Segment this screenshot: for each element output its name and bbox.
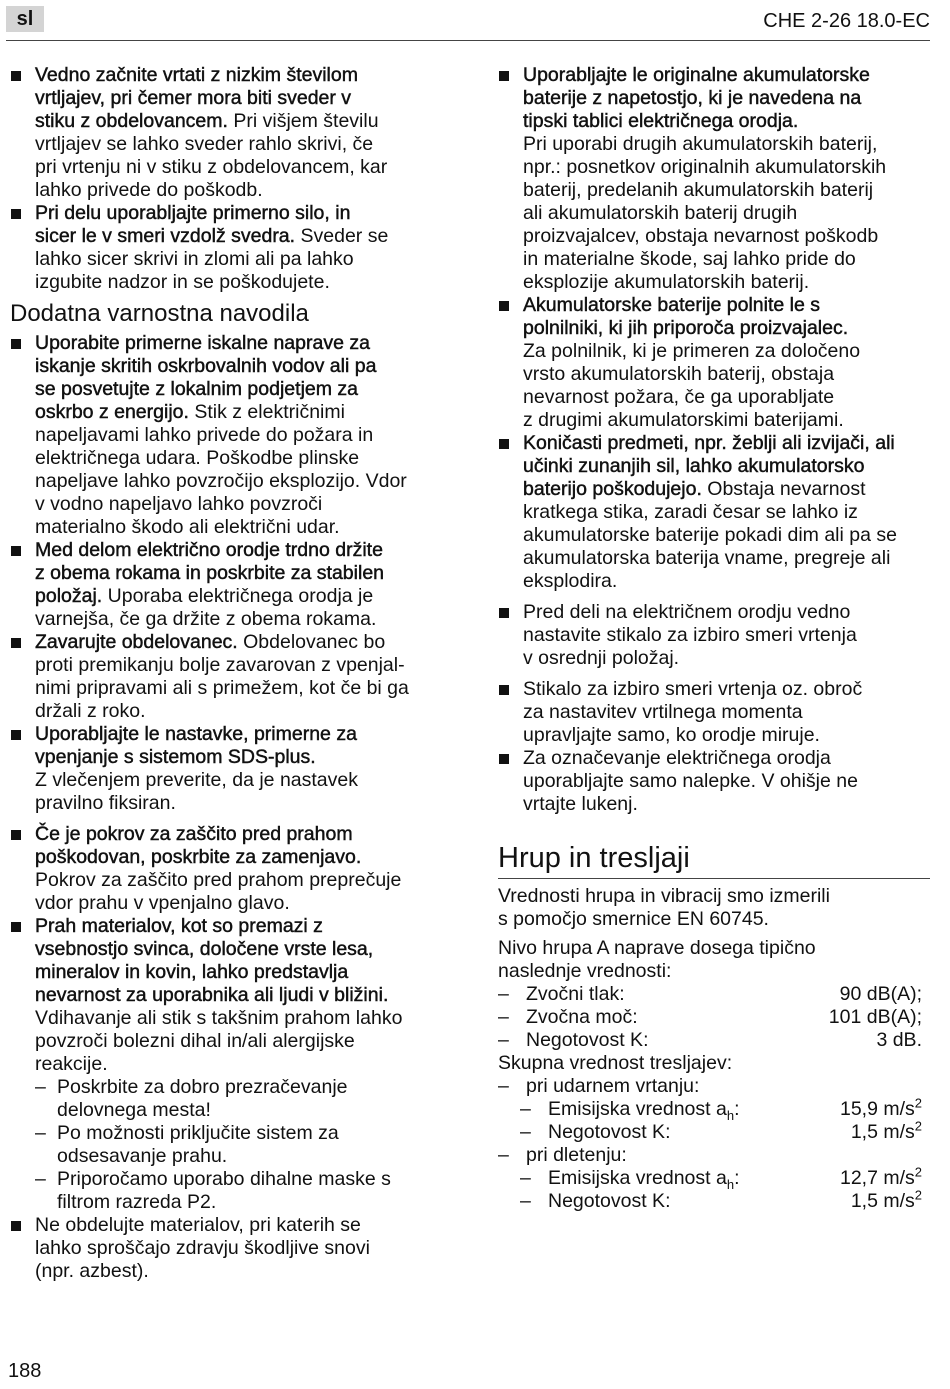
bullet-line (523, 317, 930, 340)
bullet-line: Pred deli na električnem orodju vedno (523, 601, 851, 623)
spec-value-sup: 2 (914, 1164, 922, 1180)
bullet-square-icon (11, 638, 21, 648)
bullet-bold-text: iskanje skritih oskrbovalnih vodov ali pa (35, 355, 377, 377)
bullet-bold-text: Uporabljajte le nastavke, primerne za (35, 723, 357, 745)
spec-value-text: 1,5 m/s (850, 1190, 915, 1212)
bullet-item (10, 539, 442, 631)
spec-value-text: 90 dB(A); (839, 983, 922, 1005)
bullet-line: uporabljajte samo nalepke. V ohišje ne (523, 770, 858, 792)
spec-label (548, 1167, 739, 1190)
spec-value (839, 1095, 922, 1121)
spec-label-sub: h (726, 1107, 735, 1123)
bullet-item (10, 64, 442, 202)
dash-mark: – (498, 1144, 509, 1166)
bullet-line: pri vrtenju ni v stiku z obdelovancem, kar (35, 156, 388, 178)
bullet-line: materialno škodo ali električni udar. (35, 516, 340, 538)
bullet-line: in materialne škode, saj lahko pride do (523, 248, 856, 270)
bullet-line (35, 539, 442, 562)
bullet-line (523, 294, 930, 317)
document-id: CHE 2-26 18.0-EC (763, 10, 930, 32)
bullet-tail-text: Uporaba električnega orodja je (102, 585, 374, 607)
spec-label-text: Zvočni tlak: (526, 983, 625, 1005)
paragraph-line: Nivo hrupa A naprave dosega tipično (498, 937, 816, 959)
bullet-bold-text: Uporabite primerne iskalne naprave za (35, 332, 370, 354)
spec-label-text: Negotovost K: (526, 1029, 649, 1051)
bullet-item (498, 432, 930, 593)
spec-label-sub: h (726, 1176, 735, 1192)
spec-label-tail: : (734, 1167, 740, 1189)
bullet-item (10, 202, 442, 294)
bullet-line: napeljave lahko povzročijo eksplozijo. Vdor (35, 470, 407, 492)
bullet-line: v osrednji položaj. (523, 647, 680, 669)
bullet-line: varnejša, če ga držite z obema rokama. (35, 608, 377, 630)
dash-item (35, 1168, 442, 1214)
paragraph: Skupna vrednost tresljajev: (498, 1052, 733, 1074)
bullet-line: vrsto akumulatorskih baterij, obstaja (523, 363, 835, 385)
bullet-line (35, 110, 442, 133)
bullet-line: Pokrov za zaščito pred prahom preprečuje (35, 869, 402, 891)
spec-row (498, 1075, 930, 1098)
spec-row (498, 1164, 930, 1192)
page-number: 188 (8, 1360, 42, 1382)
dash-mark: – (498, 983, 509, 1005)
spec-label-text: Zvočna moč: (526, 1006, 638, 1028)
bullet-square-icon (499, 754, 509, 764)
dash-line: odsesavanje prahu. (57, 1145, 228, 1167)
bullet-tail-text: Obstaja nevarnost (701, 478, 866, 500)
bullet-line (35, 355, 442, 378)
spec-value-text: 1,5 m/s (850, 1121, 915, 1143)
spec-value-text: 3 dB. (876, 1029, 922, 1051)
subheading: Dodatna varnostna navodila (10, 300, 309, 327)
spec-row (498, 983, 930, 1006)
dash-mark: – (35, 1168, 46, 1190)
bullet-line: eksplozije akumulatorskih baterij. (523, 271, 810, 293)
spec-row (498, 1144, 930, 1167)
bullet-line (523, 478, 930, 501)
spec-value-text: 101 dB(A); (828, 1006, 922, 1028)
bullet-line (35, 378, 442, 401)
bullet-bold-text: baterije z napetostjo, ki je navedena na (523, 87, 862, 109)
dash-line: Priporočamo uporabo dihalne maske s (57, 1168, 391, 1190)
bullet-item (498, 678, 930, 747)
spec-label: pri udarnem vrtanju: (526, 1075, 700, 1097)
bullet-bold-text: učinki zunanjih sil, lahko akumulatorsko (523, 455, 865, 477)
dash-mark: – (520, 1121, 531, 1143)
bullet-bold-text: Zavarujte obdelovanec. (35, 631, 238, 653)
bullet-line: nevarnost požara, če ga uporabljate (523, 386, 835, 408)
bullet-line: nimi pripravami ali s primežem, kot če bi ga (35, 677, 409, 699)
bullet-line (523, 64, 930, 87)
spec-label-text: Negotovost K: (548, 1121, 671, 1143)
left-column (10, 64, 442, 1283)
spec-row (498, 1118, 930, 1144)
bullet-line (35, 87, 442, 110)
bullet-line (35, 631, 442, 654)
bullet-line (35, 332, 442, 355)
bullet-item (498, 64, 930, 294)
spec-value-sup: 2 (914, 1095, 922, 1111)
bullet-line (523, 455, 930, 478)
bullet-item (498, 294, 930, 432)
bullet-line: npr.: posnetkov originalnih akumulatorskih (523, 156, 887, 178)
spec-label (526, 983, 625, 1006)
bullet-square-icon (11, 339, 21, 349)
spec-label (526, 1029, 648, 1052)
bullet-line (35, 562, 442, 585)
bullet-bold-text: Prah materialov, kot so premazi z (35, 915, 323, 937)
bullet-square-icon (499, 301, 509, 311)
bullet-line: za nastavitev vrtilnega momenta (523, 701, 803, 723)
bullet-line: električnega udara. Poškodbe plinske (35, 447, 360, 469)
bullet-line: Vdihavanje ali stik s takšnim prahom lahko (35, 1007, 403, 1029)
bullet-bold-text: oskrbo z energijo. (35, 401, 189, 423)
bullet-item (10, 1214, 442, 1283)
paragraph (498, 937, 930, 983)
dash-mark: – (520, 1167, 531, 1189)
bullet-line: proti premikanju bolje zavarovan z vpenjal- (35, 654, 405, 676)
right-column (498, 64, 930, 1213)
bullet-line (523, 110, 930, 133)
noise-vibration-section (498, 885, 930, 1213)
bullet-bold-text: vpenjanje s sistemom SDS-plus. (35, 746, 316, 768)
bullet-line (35, 401, 442, 424)
bullet-line: izgubite nadzor in se poškodujete. (35, 271, 330, 293)
bullet-line: lahko privede do poškodb. (35, 179, 263, 201)
bullet-line: vrtljajev se lahko sveder rahlo skrivi, če (35, 133, 374, 155)
bullet-bold-text: stiku z obdelovancem. (35, 110, 228, 132)
bullet-square-icon (499, 685, 509, 695)
spec-label-text: Emisijska vrednost a (548, 1167, 727, 1189)
bullet-line: Ne obdelujte materialov, pri katerih se (35, 1214, 361, 1236)
bullet-bold-text: poškodovan, poskrbite za zamenjavo. (35, 846, 362, 868)
spec-label: pri dletenju: (526, 1144, 627, 1166)
spec-value-sup: 2 (914, 1187, 922, 1203)
bullet-bold-text: mineralov in kovin, lahko predstavlja (35, 961, 349, 983)
bullet-line (35, 64, 442, 87)
spec-label (548, 1098, 739, 1121)
spec-value (829, 1006, 922, 1029)
bullet-line: eksplodira. (523, 570, 618, 592)
bullet-bold-text: Uporabljajte le originalne akumulatorske (523, 64, 870, 86)
bullet-bold-text: Pri delu uporabljajte primerno silo, in (35, 202, 351, 224)
dash-item (35, 1076, 442, 1122)
paragraph-line: Vrednosti hrupa in vibracij smo izmerili (498, 885, 830, 907)
bullet-line: (npr. azbest). (35, 1260, 149, 1282)
spec-label (548, 1121, 670, 1144)
bullet-square-icon (11, 1221, 21, 1231)
bullet-bold-text: sicer le v smeri vzdolž svedra. (35, 225, 296, 247)
bullet-line: baterij, predelanih akumulatorskih baterij (523, 179, 874, 201)
bullet-line: nastavite stikalo za izbiro smeri vrtenja (523, 624, 857, 646)
bullet-item (10, 823, 442, 915)
bullet-line (35, 723, 442, 746)
bullet-line: reakcije. (35, 1053, 108, 1075)
bullet-line (523, 87, 930, 110)
spec-row (498, 1029, 930, 1052)
bullet-square-icon (11, 71, 21, 81)
bullet-square-icon (11, 830, 21, 840)
spec-row (498, 1187, 930, 1213)
bullet-bold-text: z obema rokama in poskrbite za stabilen (35, 562, 385, 584)
bullet-line (35, 202, 442, 225)
paragraph-line: s pomočjo smernice EN 60745. (498, 908, 769, 930)
bullet-line: napeljavami lahko privede do požara in (35, 424, 374, 446)
bullet-square-icon (11, 546, 21, 556)
bullet-square-icon (11, 922, 21, 932)
bullet-line (35, 585, 442, 608)
bullet-item (10, 723, 442, 815)
bullet-line: lahko sicer skrivi in zlomi ali pa lahko (35, 248, 354, 270)
dash-mark: – (498, 1075, 509, 1097)
dash-line: Poskrbite za dobro prezračevanje (57, 1076, 348, 1098)
bullet-bold-text: polnilniki, ki jih priporoča proizvajalec. (523, 317, 849, 339)
bullet-line: lahko sproščajo zdravju škodljive snovi (35, 1237, 370, 1259)
spec-label (548, 1190, 670, 1213)
spec-value (850, 1187, 922, 1213)
bullet-line (35, 938, 442, 961)
bullet-line (35, 225, 442, 248)
bullet-square-icon (11, 730, 21, 740)
bullet-bold-text: Akumulatorske baterije polnite le s (523, 294, 820, 316)
bullet-line (35, 746, 442, 769)
bullet-bold-text: Če je pokrov za zaščito pred prahom (35, 823, 353, 845)
bullet-tail-text: Obdelovanec bo (237, 631, 386, 653)
paragraph-line: naslednje vrednosti: (498, 960, 672, 982)
language-tag: sl (6, 6, 44, 32)
bullet-line: akumulatorske baterije pokadi dim ali pa se (523, 524, 897, 546)
bullet-line: z drugimi akumulatorskimi baterijami. (523, 409, 844, 431)
dash-mark: – (35, 1122, 46, 1144)
spec-value-text: 12,7 m/s (839, 1167, 915, 1189)
bullet-line: v vodno napeljavo lahko povzroči (35, 493, 323, 515)
spec-label-text: Emisijska vrednost a (548, 1098, 727, 1120)
bullet-bold-text: Koničasti predmeti, npr. žeblji ali izvijači, ali (523, 432, 895, 454)
bullet-tail-text: Stik z električnimi (188, 401, 345, 423)
bullet-line: Z vlečenjem preverite, da je nastavek (35, 769, 358, 791)
spec-value (876, 1029, 922, 1052)
dash-item (35, 1122, 442, 1168)
bullet-item (498, 747, 930, 816)
bullet-line: kratkega stika, zaradi česar se lahko iz (523, 501, 858, 523)
spec-value (839, 1164, 922, 1190)
paragraph (498, 885, 930, 931)
bullet-line: proizvajalcev, obstaja nevarnost poškodb (523, 225, 879, 247)
spec-value-sup: 2 (914, 1118, 922, 1134)
bullet-bold-text: se posvetujte z lokalnim podjetjem za (35, 378, 358, 400)
spec-value (850, 1118, 922, 1144)
bullet-bold-text: položaj. (35, 585, 103, 607)
bullet-square-icon (11, 209, 21, 219)
bullet-line (35, 961, 442, 984)
spec-label (526, 1006, 638, 1029)
dash-line: delovnega mesta! (57, 1099, 211, 1121)
bullet-item (10, 332, 442, 539)
dash-mark: – (498, 1006, 509, 1028)
bullet-item (10, 631, 442, 723)
spec-label-tail: : (734, 1098, 740, 1120)
dash-mark: – (520, 1190, 531, 1212)
bullet-bold-text: vsebnostjo svinca, določene vrste lesa, (35, 938, 374, 960)
bullet-bold-text: vrtljajev, pri čemer mora biti sveder v (35, 87, 352, 109)
bullet-square-icon (499, 439, 509, 449)
bullet-item (498, 601, 930, 670)
bullet-bold-text: tipski tablici električnega orodja. (523, 110, 799, 132)
bullet-line (35, 823, 442, 846)
bullet-line: Stikalo za izbiro smeri vrtenja oz. obroč (523, 678, 863, 700)
bullet-tail-text: Sveder se (295, 225, 389, 247)
dash-line: Po možnosti priključite sistem za (57, 1122, 339, 1144)
bullet-line: Za polnilnik, ki je primeren za določeno (523, 340, 861, 362)
spec-label-text: Negotovost K: (548, 1190, 671, 1212)
spec-value (840, 983, 922, 1006)
bullet-line: Pri uporabi drugih akumulatorskih baterij, (523, 133, 878, 155)
dash-line: filtrom razreda P2. (57, 1191, 217, 1213)
spec-row (498, 1006, 930, 1029)
bullet-line (35, 915, 442, 938)
bullet-bold-text: Med delom električno orodje trdno držite (35, 539, 383, 561)
bullet-line: upravljajte samo, ko orodje miruje. (523, 724, 820, 746)
bullet-square-icon (499, 71, 509, 81)
bullet-line: ali akumulatorskih baterij drugih (523, 202, 798, 224)
bullet-square-icon (499, 608, 509, 618)
bullet-line: vrtajte lukenj. (523, 793, 638, 815)
section-title: Hrup in tresljaji (498, 842, 930, 879)
bullet-line: vdor prahu v vpenjalno glavo. (35, 892, 290, 914)
bullet-line (35, 846, 442, 869)
bullet-line: Za označevanje električnega orodja (523, 747, 831, 769)
bullet-line (35, 984, 442, 1007)
bullet-line: povzroči bolezni dihal in/ali alergijske (35, 1030, 355, 1052)
bullet-line: držali z roko. (35, 700, 146, 722)
dash-mark: – (520, 1098, 531, 1120)
bullet-line: pravilno fiksiran. (35, 792, 176, 814)
spec-value-text: 15,9 m/s (839, 1098, 915, 1120)
dash-mark: – (498, 1029, 509, 1051)
spec-row (498, 1095, 930, 1123)
bullet-item (10, 915, 442, 1214)
bullet-line (523, 432, 930, 455)
bullet-tail-text: Pri višjem številu (227, 110, 379, 132)
bullet-bold-text: nevarnost za uporabnika ali ljudi v bližini. (35, 984, 389, 1006)
bullet-bold-text: baterijo poškodujejo. (523, 478, 702, 500)
bullet-line: akumulatorska baterija vname, pregreje ali (523, 547, 891, 569)
dash-mark: – (35, 1076, 46, 1098)
bullet-bold-text: Vedno začnite vrtati z nizkim številom (35, 64, 358, 86)
header-rule (6, 40, 930, 41)
